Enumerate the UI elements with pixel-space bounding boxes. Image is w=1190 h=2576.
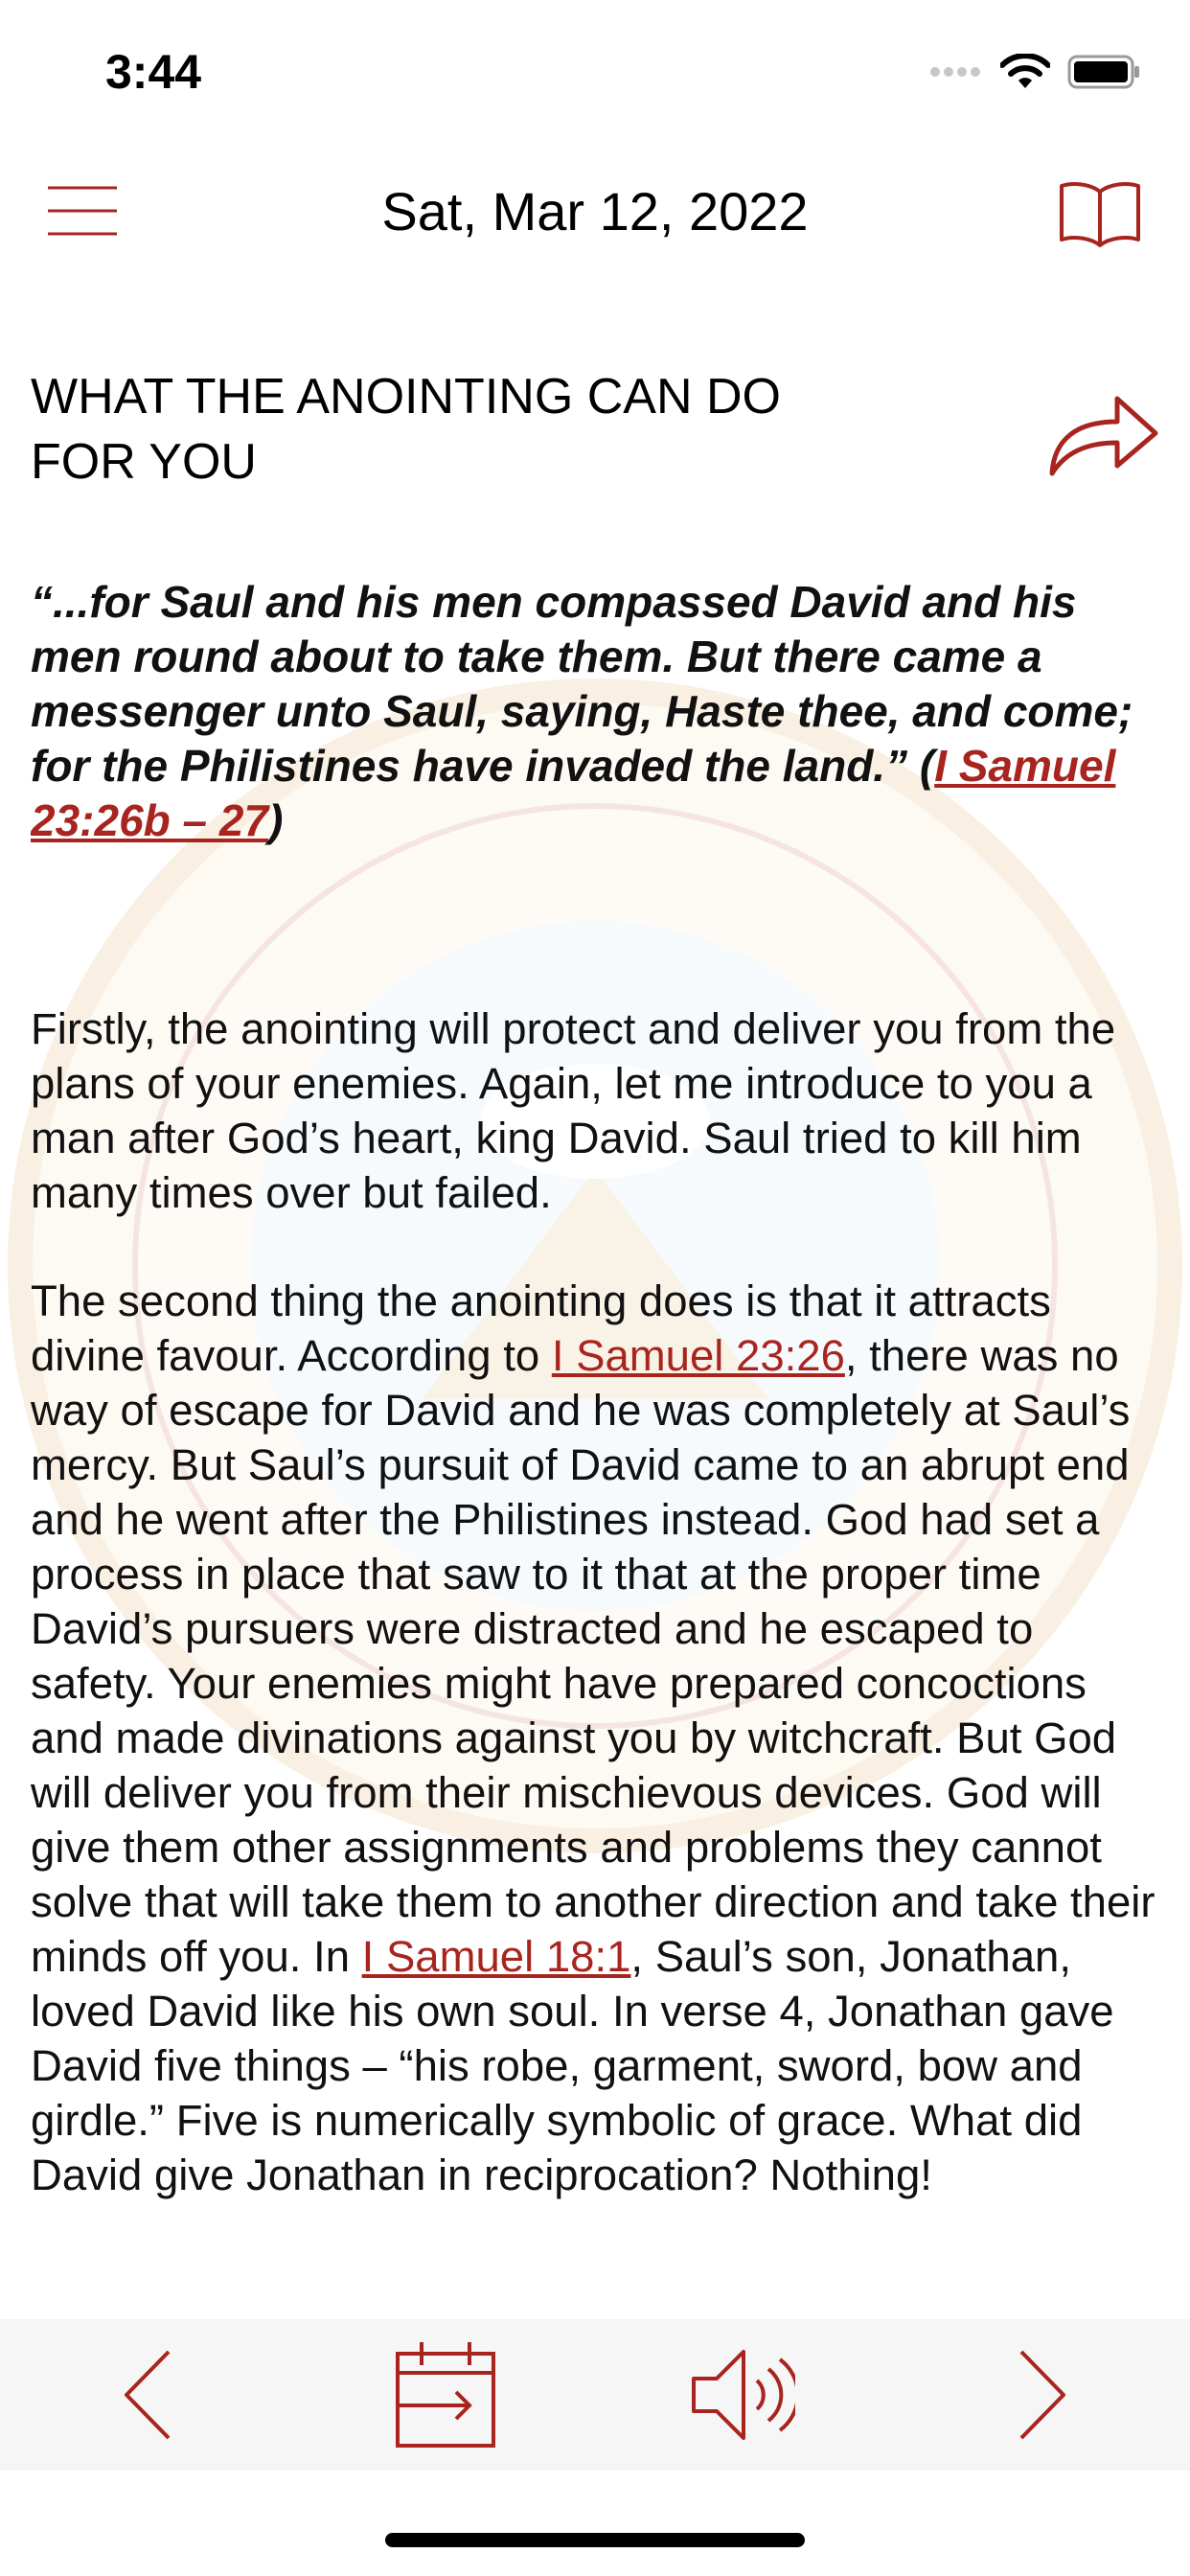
title-row [31,364,1161,527]
home-indicator[interactable] [385,2533,805,2547]
status-time: 3:44 [105,45,202,99]
bible-reference-link-1[interactable]: I Samuel 23:26 [551,1331,845,1380]
paragraph-1: Firstly, the anointing will protect and deliver you from the plans of your enemies. Again, let me introduce to you a man after God’s heart, king David. Saul tried to kill him many times over but failed. [31,1004,1116,1217]
battery-icon [1067,55,1140,89]
status-icons [929,54,1140,90]
cellular-signal-icon [929,64,983,80]
paragraph-2-part-c: , Saul’s son, Jonathan, loved David like his own soul. In verse 4, Jonathan gave David five things – “his robe, garment, sword, bow and girdle.” Five is numerically symbolic of grace. What did David give Jonathan in reciprocation? Nothing! [31,1932,1114,2199]
bottom-toolbar [0,2319,1190,2471]
date-title[interactable]: Sat, Mar 12, 2022 [381,181,809,242]
scripture-text: “...for Saul and his men compassed David and his men round about to take them. But there came a messenger unto Saul, saying, Haste thee, and come; for the Philistines have invaded the land.” ( [31,577,1133,791]
speaker-icon[interactable] [690,2338,795,2451]
scripture-reference-link[interactable]: I Samuel 23:26b – 27 [31,741,1116,845]
calendar-arrow-icon[interactable] [393,2338,498,2451]
paragraph-2-part-b: , there was no way of escape for David and he was completely at Saul’s mercy. But Saul’s pursuit of David came to an abrupt end and he went after the Philistines instead. God had set a process in place that saw to it that at the proper time David’s pursuers were distracted and he escaped to safety. Your enemies might have prepared concoctions and made divinations against you by witchcraft. But God will deliver you from their mischievous devices. God will give them other assignments and problems they cannot solve that will take them to another direction and take their minds off you. In [31,1331,1156,1981]
devotion-title: WHAT THE ANOINTING CAN DO FOR YOU [31,369,781,490]
paragraph-2-part-a: The second thing the anointing does is that it attracts divine favour. According to [31,1276,1051,1380]
chevron-right-icon[interactable] [1008,2338,1075,2451]
paragraph-2 [31,1274,1161,2202]
status-bar [0,0,1190,144]
bible-reference-link-2[interactable]: I Samuel 18:1 [361,1932,631,1981]
scripture-close: ) [268,795,284,845]
navigation-bar [0,144,1190,278]
open-book-icon[interactable] [1058,178,1142,247]
share-arrow-icon[interactable] [1046,385,1161,481]
chevron-left-icon[interactable] [115,2338,182,2451]
devotion-content[interactable] [31,355,1161,2310]
wifi-icon [1000,54,1050,90]
scripture-quote [31,575,1161,848]
